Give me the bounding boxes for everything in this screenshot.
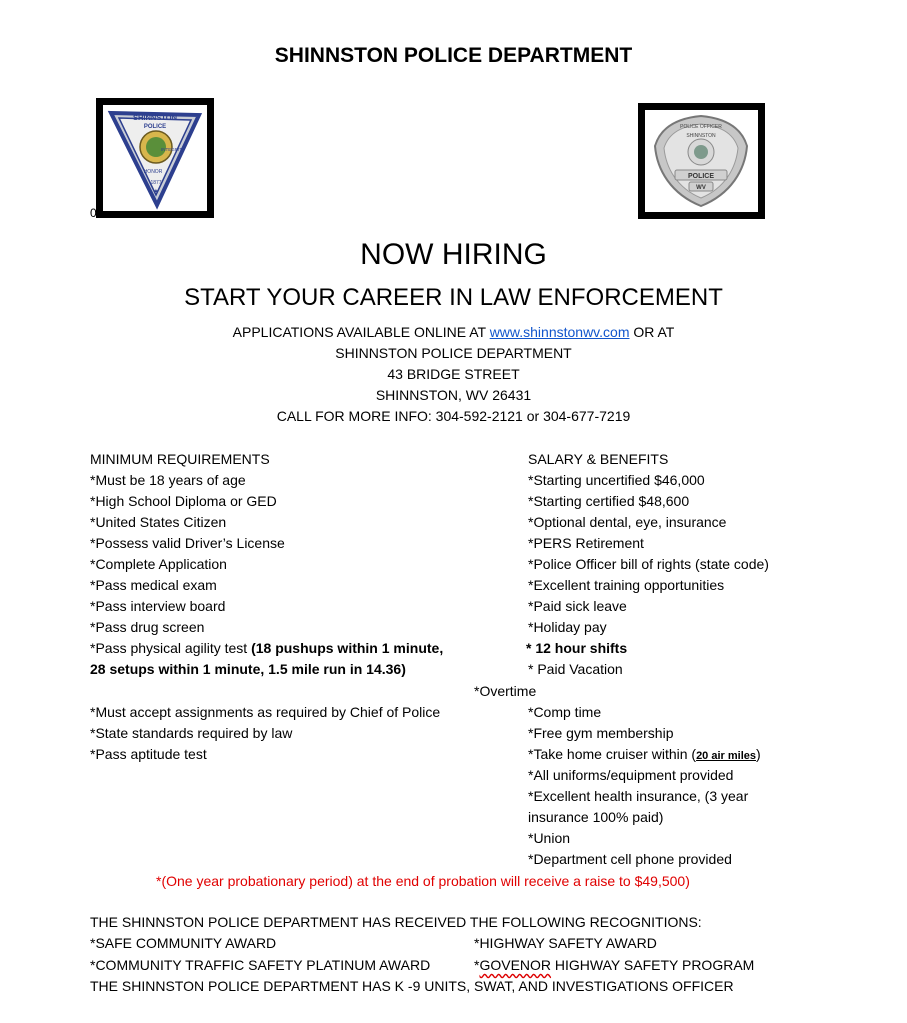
police-patch-logo [96, 98, 214, 218]
requirement-item: *United States Citizen [90, 514, 227, 530]
requirement-item: *Complete Application [90, 556, 227, 572]
benefit-item: insurance 100% paid) [528, 809, 664, 825]
benefit-item: *Optional dental, eye, insurance [528, 514, 727, 530]
requirement-item: *Pass aptitude test [90, 746, 207, 762]
recognition-item: *COMMUNITY TRAFFIC SAFETY PLATINUM AWARD [90, 957, 431, 973]
benefit-item: *PERS Retirement [528, 535, 644, 551]
cruiser-benefit [528, 746, 761, 762]
benefit-item: *Starting uncertified $46,000 [528, 472, 705, 488]
badge-text-officer: POLICE OFFICER [680, 124, 722, 130]
overtime-benefit: *Overtime [474, 683, 537, 699]
requirement-item: *Must accept assignments as required by Chief of Police [90, 704, 441, 720]
vacation-benefit: * Paid Vacation [528, 661, 623, 677]
benefit-item: *Union [528, 830, 571, 846]
benefit-item: *Police Officer bill of rights (state code) [528, 556, 769, 572]
shifts-benefit: * 12 hour shifts [526, 640, 628, 656]
police-badge-logo [638, 103, 765, 219]
recognition-item [474, 957, 754, 973]
requirement-item: *Must be 18 years of age [90, 472, 246, 488]
career-heading: START YOUR CAREER IN LAW ENFORCEMENT [184, 284, 723, 311]
agility-requirement [90, 640, 443, 656]
probation-note: *(One year probationary period) at the end of probation will receive a raise to $49,500) [156, 873, 690, 889]
badge-text-state: WV [696, 185, 706, 191]
benefits-heading: SALARY & BENEFITS [528, 451, 669, 467]
patch-text-year: 1877 [150, 180, 162, 186]
recognitions-heading: THE SHINNSTON POLICE DEPARTMENT HAS RECEIVED THE FOLLOWING RECOGNITIONS: [90, 914, 702, 930]
benefit-item: *Free gym membership [528, 725, 674, 741]
benefit-item: *Paid sick leave [528, 598, 627, 614]
misspelled-word: GOVENOR [479, 957, 552, 973]
requirement-item: *Pass drug screen [90, 619, 205, 635]
now-hiring-heading: NOW HIRING [360, 238, 547, 271]
cruiser-suffix: ) [756, 746, 761, 762]
requirement-item: *Pass interview board [90, 598, 226, 614]
applications-prefix: APPLICATIONS AVAILABLE ONLINE AT [232, 324, 490, 340]
dept-name: SHINNSTON POLICE DEPARTMENT [335, 345, 572, 361]
recognition-item: *SAFE COMMUNITY AWARD [90, 935, 277, 951]
requirements-heading: MINIMUM REQUIREMENTS [90, 451, 270, 467]
page-title: SHINNSTON POLICE DEPARTMENT [274, 44, 633, 67]
footer-line: THE SHINNSTON POLICE DEPARTMENT HAS K -9 UNITS, SWAT, AND INVESTIGATIONS OFFICER [90, 978, 734, 994]
recognition-rest: HIGHWAY SAFETY PROGRAM [551, 957, 755, 973]
stray-character: 0 [90, 206, 97, 220]
agility-prefix: *Pass physical agility test [90, 640, 252, 656]
recognition-star: * [474, 957, 480, 973]
website-link[interactable]: www.shinnstonwv.com [489, 324, 630, 340]
requirement-item: *High School Diploma or GED [90, 493, 277, 509]
star-icon: ★ [153, 189, 159, 195]
benefit-item: *Comp time [528, 704, 602, 720]
call-info: CALL FOR MORE INFO: 304-592-2121 or 304-677-7219 [276, 408, 631, 424]
patch-text-integrity: INTEGRITY [160, 147, 186, 152]
patch-text-top: SHINNSTON [132, 113, 178, 122]
benefit-item: *Starting certified $48,600 [528, 493, 690, 509]
applications-suffix: OR AT [629, 324, 675, 340]
benefit-item: *Excellent health insurance, (3 year [528, 788, 749, 804]
agility-details-cont: 28 setups within 1 minute, 1.5 mile run in 14.36) [90, 661, 406, 677]
city-address: SHINNSTON, WV 26431 [375, 387, 532, 403]
badge-text-police: POLICE [687, 173, 715, 180]
street-address: 43 BRIDGE STREET [387, 366, 520, 382]
requirement-item: *Pass medical exam [90, 577, 217, 593]
recognition-item: *HIGHWAY SAFETY AWARD [474, 935, 657, 951]
cruiser-prefix: *Take home cruiser within ( [528, 746, 697, 762]
patch-text-honor: HONOR [143, 169, 163, 175]
benefit-item: *All uniforms/equipment provided [528, 767, 734, 783]
benefit-item: *Excellent training opportunities [528, 577, 725, 593]
agility-details: (18 pushups within 1 minute, [251, 640, 444, 656]
applications-line [0, 324, 907, 340]
requirement-item: *Possess valid Driver’s License [90, 535, 285, 551]
requirement-item: *State standards required by law [90, 725, 293, 741]
cruiser-miles: 20 air miles [696, 750, 756, 762]
badge-text-town: SHINNSTON [686, 133, 716, 139]
benefit-item: *Department cell phone provided [528, 851, 732, 867]
benefit-item: *Holiday pay [528, 619, 607, 635]
patch-text-police: POLICE [143, 124, 167, 130]
